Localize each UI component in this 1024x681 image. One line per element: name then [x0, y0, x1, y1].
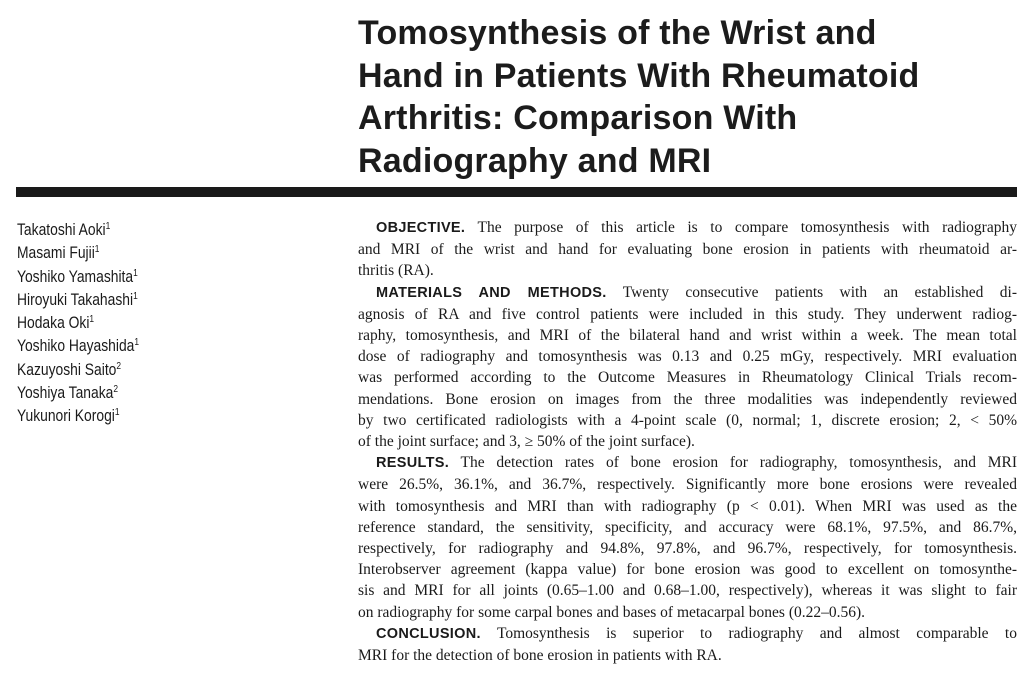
abstract-results	[358, 452, 1017, 623]
conclusion-heading: CONCLUSION.	[376, 625, 481, 642]
title-line: Radiography and MRI	[358, 141, 712, 180]
abstract-conclusion	[358, 623, 1017, 666]
abstract-line: was performed according to the Outcome Measures in Rheumatology Clinical Trials recom-	[358, 369, 1017, 387]
conclusion-text: Tomosynthesis is superior to radiography and almost comparable to	[496, 624, 1017, 642]
abstract-line: MRI for the detection of bone erosion in patients with RA.	[358, 647, 722, 665]
abstract-line: with tomosynthesis and MRI than with radiography (p < 0.01). When MRI was used as the	[358, 497, 1017, 515]
abstract-line: respectively, for radiography and 94.8%, 97.8%, and 96.7%, respectively, for tomosynthesis.	[358, 540, 1017, 558]
author	[17, 219, 139, 242]
abstract-objective	[358, 217, 1017, 282]
abstract-line: of the joint surface; and 3, ≥ 50% of the joint surface).	[358, 433, 695, 451]
article-title	[358, 12, 1018, 182]
author	[17, 382, 139, 405]
affiliation-mark: 2	[113, 384, 119, 396]
affiliation-mark: 1	[114, 407, 120, 419]
author-name: Yoshiya Tanaka	[17, 384, 114, 403]
author-name: Hodaka Oki	[17, 314, 90, 333]
abstract-line: were 26.5%, 36.1%, and 36.7%, respectively. Significantly more bone erosions were revealed	[358, 476, 1017, 494]
affiliation-mark: 2	[116, 360, 122, 372]
results-heading: RESULTS.	[376, 455, 450, 472]
author	[17, 289, 139, 312]
author-list	[17, 219, 139, 429]
title-line: Tomosynthesis of the Wrist and	[358, 14, 877, 52]
author-name: Takatoshi Aoki	[17, 221, 106, 239]
abstract-line: reference standard, the sensitivity, specificity, and accuracy were 68.1%, 97.5%, and 86.7%,	[358, 518, 1017, 536]
abstract-line: thritis (RA).	[358, 262, 434, 280]
affiliation-mark: 1	[133, 267, 138, 279]
abstract	[358, 217, 1017, 666]
author	[17, 405, 139, 428]
author-name: Hiroyuki Takahashi	[17, 290, 134, 309]
author-name: Yoshiko Hayashida	[17, 337, 135, 356]
affiliation-mark: 1	[133, 290, 138, 302]
author-name: Masami Fujii	[17, 244, 95, 263]
abstract-line: by two certificated radiologists with a 4-point scale (0, normal; 1, discrete erosion; 2, < 50%	[358, 411, 1017, 429]
abstract-line	[358, 623, 1017, 645]
affiliation-mark: 1	[94, 244, 100, 256]
objective-heading: OBJECTIVE.	[376, 220, 466, 236]
abstract-line: and MRI of the wrist and hand for evaluating bone erosion in patients with rheumatoid ar-	[358, 241, 1017, 259]
abstract-line	[358, 452, 1017, 474]
abstract-line: raphy, tomosynthesis, and MRI of the bilateral hand and wrist within a week. The mean total	[358, 327, 1017, 345]
affiliation-mark: 1	[89, 314, 95, 326]
abstract-line: mendations. Bone erosion on images from the three modalities was independently reviewed	[358, 390, 1017, 408]
author	[17, 242, 139, 265]
methods-heading: MATERIALS AND METHODS.	[376, 284, 607, 301]
abstract-methods	[358, 282, 1017, 453]
title-line: Arthritis: Comparison With	[358, 99, 798, 137]
abstract-line	[358, 282, 1017, 304]
title-divider	[16, 187, 1017, 197]
author-name: Kazuyoshi Saito	[17, 360, 117, 379]
abstract-line: dose of radiography and tomosynthesis was 0.13 and 0.25 mGy, respectively. MRI evaluation	[358, 348, 1017, 366]
abstract-line	[358, 217, 1017, 239]
abstract-line: Interobserver agreement (kappa value) for bone erosion was good to excellent on tomosynthe-	[358, 561, 1017, 579]
author	[17, 266, 139, 289]
author	[17, 312, 139, 335]
title-line: Hand in Patients With Rheumatoid	[358, 56, 920, 95]
abstract-line: sis and MRI for all joints (0.65–1.00 and 0.68–1.00, respectively), whereas it was slight to fair	[358, 582, 1017, 600]
abstract-line: on radiography for some carpal bones and bases of metacarpal bones (0.22–0.56).	[358, 603, 866, 621]
affiliation-mark: 1	[105, 221, 111, 232]
methods-text: Twenty consecutive patients with an established di-	[622, 283, 1017, 301]
author-name: Yukunori Korogi	[17, 407, 115, 426]
author	[17, 359, 139, 382]
abstract-line: agnosis of RA and five control patients were included in this study. They underwent radiog-	[358, 305, 1017, 323]
author	[17, 335, 139, 358]
affiliation-mark: 1	[134, 337, 140, 349]
objective-text: The purpose of this article is to compare tomosynthesis with radiography	[477, 219, 1017, 236]
results-text: The detection rates of bone erosion for radiography, tomosynthesis, and MRI	[460, 454, 1017, 472]
author-name: Yoshiko Yamashita	[17, 267, 134, 286]
